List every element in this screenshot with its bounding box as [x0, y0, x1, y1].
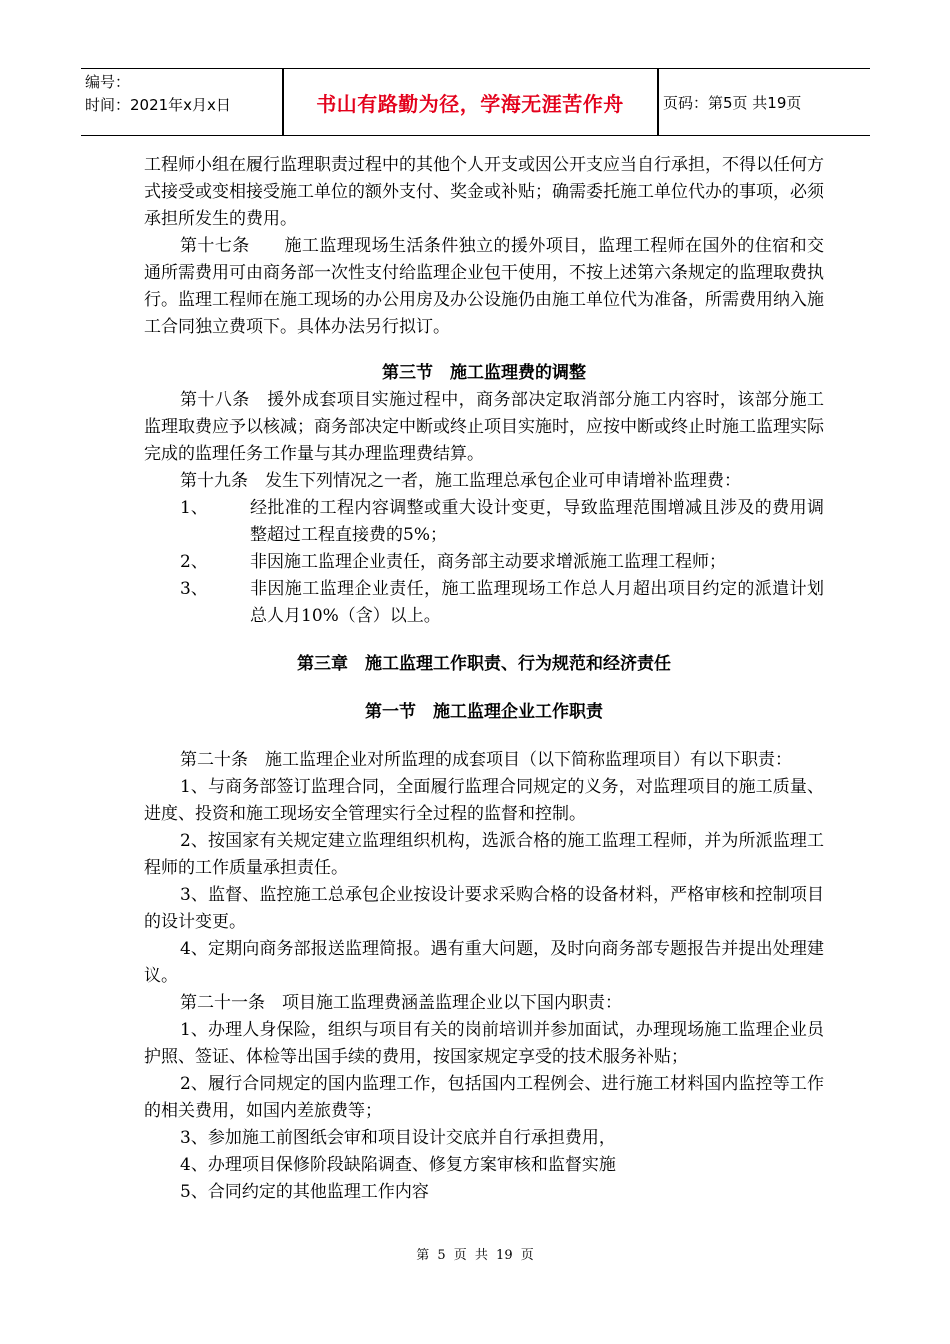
list-item-text: 非因施工监理企业责任，商务部主动要求增派施工监理工程师； — [250, 552, 726, 572]
doc-time-label: 时间：2021年x月x日 — [85, 96, 231, 114]
document-body — [144, 152, 824, 1206]
header-page-number: 页码：第5页 共19页 — [663, 93, 802, 112]
list-item-number: 2、 — [180, 552, 208, 572]
article-17: 第十七条 施工监理现场生活条件独立的援外项目，监理工程师在国外的住宿和交通所需费用可由商务部一次性支付给监理企业包干使用，不按上述第六条规定的监理取费执行。监理工程师在施工现场的办公用房及办公设施仍由施工单位代为准备，所需费用纳入施工合同独立费项下。具体办法另行拟订。 — [144, 236, 824, 337]
page-footer: 第 5 页 共 19 页 — [416, 1248, 534, 1263]
header-divider — [657, 69, 659, 135]
list-item-text: 非因施工监理企业责任，施工监理现场工作总人月超出项目约定的派遣计划总人月10%（含）以上。 — [250, 579, 824, 626]
list-item-number: 3、 — [180, 579, 208, 599]
list-item: 3、监督、监控施工总承包企业按设计要求采购合格的设备材料，严格审核和控制项目的设计变更。 — [144, 885, 824, 932]
list-item-number: 1、 — [180, 498, 208, 518]
list-item: 3、参加施工前图纸会审和项目设计交底并自行承担费用， — [180, 1128, 616, 1148]
list-item: 2、履行合同规定的国内监理工作，包括国内工程例会、进行施工材料国内监控等工作的相关费用，如国内差旅费等； — [144, 1074, 824, 1121]
list-item: 5、合同约定的其他监理工作内容 — [180, 1182, 429, 1202]
article-18: 第十八条 援外成套项目实施过程中，商务部决定取消部分施工内容时，该部分施工监理取费应予以核减；商务部决定中断或终止项目实施时，应按中断或终止时施工监理实际完成的监理任务工作量与其办理监理费结算。 — [144, 390, 824, 464]
article-20: 第二十条 施工监理企业对所监理的成套项目（以下简称监理项目）有以下职责： — [180, 750, 792, 770]
doc-number-label: 编号： — [85, 73, 131, 91]
header-divider — [282, 69, 284, 135]
article-19: 第十九条 发生下列情况之一者，施工监理总承包企业可申请增补监理费： — [180, 471, 741, 491]
chapter-title: 第三章 施工监理工作职责、行为规范和经济责任 — [297, 654, 671, 674]
header-motto: 书山有路勤为径，学海无涯苦作舟 — [316, 91, 624, 116]
list-item: 4、办理项目保修阶段缺陷调查、修复方案审核和监督实施 — [180, 1155, 616, 1175]
section-title: 第三节 施工监理费的调整 — [382, 363, 586, 383]
section-title: 第一节 施工监理企业工作职责 — [365, 702, 603, 722]
page-header — [81, 68, 870, 136]
paragraph: 工程师小组在履行监理职责过程中的其他个人开支或因公开支应当自行承担，不得以任何方式接受或变相接受施工单位的额外支付、奖金或补贴；确需委托施工单位代办的事项，必须承担所发生的费用。 — [144, 155, 824, 229]
list-item — [144, 549, 824, 576]
header-meta — [85, 71, 282, 133]
list-item: 2、按国家有关规定建立监理组织机构，选派合格的施工监理工程师，并为所派监理工程师的工作质量承担责任。 — [144, 831, 824, 878]
list-item: 4、定期向商务部报送监理简报。遇有重大问题，及时向商务部专题报告并提出处理建议。 — [144, 939, 824, 986]
article-21: 第二十一条 项目施工监理费涵盖监理企业以下国内职责： — [180, 993, 622, 1013]
list-item — [144, 576, 824, 630]
list-item: 1、与商务部签订监理合同，全面履行监理合同规定的义务，对监理项目的施工质量、进度、投资和施工现场安全管理实行全过程的监督和控制。 — [144, 777, 824, 824]
list-item: 1、办理人身保险，组织与项目有关的岗前培训并参加面试，办理现场施工监理企业员护照、签证、体检等出国手续的费用，按国家规定享受的技术服务补贴； — [144, 1020, 824, 1067]
list-item — [144, 495, 824, 549]
list-item-text: 经批准的工程内容调整或重大设计变更，导致监理范围增减且涉及的费用调整超过工程直接费的5%； — [250, 498, 824, 545]
